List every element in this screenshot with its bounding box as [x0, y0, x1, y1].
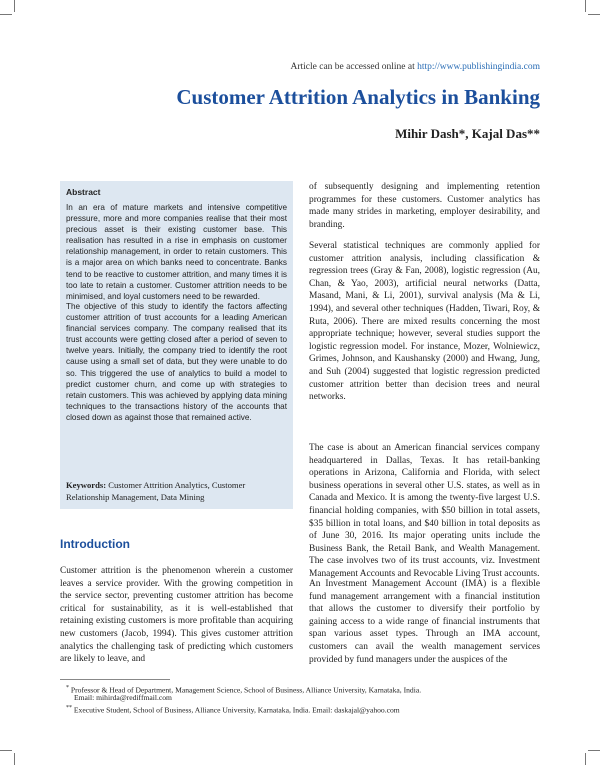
footnote-divider: [60, 679, 170, 680]
footnote-1-text: Professor & Head of Department, Management Science, School of Business, Alliance University, Karnataka, India.: [70, 685, 422, 695]
crop-mark-bottom-left-v: [14, 753, 15, 765]
right-paragraph-2: Several statistical techniques are commonly applied for customer attrition analysis, including classification & regression trees (Gray & Fan, 2008), logistic regression (Au, Chan, & Yao, 2003), artificial neural networks (Datta, Masand, Mani, & Li, 2001), survival analysis (Ma & Li, 1994), and several other techniques (Hadden, Tiwari, Roy, & Ruta, 2006). There are mixed results concerning the most appropriate technique; however, several studies support the logistic regression model. For instance, Mozer, Wolniewicz, Grimes, Johnson, and Kaushansky (2000) and Hwang, Jung, and Suh (2004) suggested that logistic regression predicted customer attrition better than decision trees and neural networks.: [309, 241, 540, 403]
crop-mark-top-right-v: [585, 0, 586, 12]
introduction-paragraph-1: Customer attrition is the phenomenon wherein a customer leaves a service provider. With the growing competition in the service sector, preventing customer attrition has become critical for sustainability, as it is well-established that retaining existing customers is more profitable than acquiring new customers (Jacob, 1994). This gives customer attrition analytics the challenging task of predicting which customers are likely to leave, and: [60, 566, 293, 665]
crop-mark-top-left-v: [14, 0, 15, 12]
footnote-2: [66, 703, 400, 716]
crop-mark-bottom-left-h: [0, 750, 12, 751]
footnote-2-text: Executive Student, School of Business, Alliance University, Karnataka, India. Email: daskajal@yahoo.com: [73, 705, 400, 715]
publisher-link[interactable]: http://www.publishingindia.com: [417, 62, 540, 72]
authors: Mihir Dash*, Kajal Das**: [395, 126, 540, 141]
keywords-text: Customer Attrition Analytics, Customer Relationship Management, Data Mining: [66, 480, 246, 502]
access-note: [291, 62, 541, 72]
footnote-1-mark: *: [66, 685, 69, 691]
crop-mark-bottom-right-h: [588, 750, 600, 751]
crop-mark-top-left-h: [0, 14, 12, 15]
footnote-1-email: Email: mihirda@rediffmail.com: [74, 693, 172, 702]
right-paragraph-1: of subsequently designing and implementing retention programmes for these customers. Customer analytics has made many strides in marketing, employer desirability, and branding.: [309, 182, 540, 230]
abstract-paragraph-2: The objective of this study to identify the factors affecting customer attrition of trust accounts for a leading American financial services company. The company realised that its trust accounts were getting closed after a period of seven to twelve years. Initially, the company tried to identify the root cause using a small set of data, but they were unable to do so. This triggered the use of analytics to build a model to predict customer churn, and come up with strategies to retain customers. This was achieved by applying data mining techniques to the transactions history of the accounts that closed down as against those that remained active.: [66, 302, 287, 422]
abstract-heading: Abstract: [66, 187, 101, 197]
crop-mark-top-right-h: [588, 14, 600, 15]
crop-mark-bottom-right-v: [585, 753, 586, 765]
footnote-2-mark: **: [66, 705, 72, 711]
paper-title: Customer Attrition Analytics in Banking: [176, 85, 540, 109]
introduction-heading: Introduction: [60, 537, 130, 551]
abstract-paragraph-1: In an era of mature markets and intensive competitive pressure, more and more companies realise that their most precious asset is their existing customer base. This realisation has resulted in a rise in emphasis on customer relationship management, in order to retain customers. This is a major area on which banks need to concentrate. Banks tend to be reactive to customer attrition, and many times it is too late to retain a customer. Customer attrition needs to be minimised, and loyal customers need to be rewarded.: [66, 203, 287, 301]
keywords: [66, 479, 287, 503]
access-note-text: Article can be accessed online at: [290, 62, 415, 72]
right-paragraph-3: The case is about an American financial services company headquartered in Dallas, Texas. It has retail-banking operations in Arizona, California and Florida, with select business operations in several other U.S. states, as well as in Canada and Mexico. It is among the twenty-five largest U.S. financial holding companies, with $50 billion in total assets, $35 billion in total loans, and $40 billion in total deposits as of June 30, 2016. Its major operating units include the Business Bank, the Retail Bank, and Wealth Management. The case involves two of its trust accounts, viz. Investment Management Accounts and Revocable Living Trust accounts.: [309, 443, 540, 579]
right-paragraph-4: An Investment Management Account (IMA) is a flexible fund management arrangement with a financial institution that allows the customer to diversify their portfolio by gaining access to a wide range of financial instruments that span various asset types. Through an IMA account, customers can avail the wealth management services provided by fund managers under the auspices of the: [309, 579, 540, 665]
keywords-label: Keywords:: [66, 480, 107, 490]
